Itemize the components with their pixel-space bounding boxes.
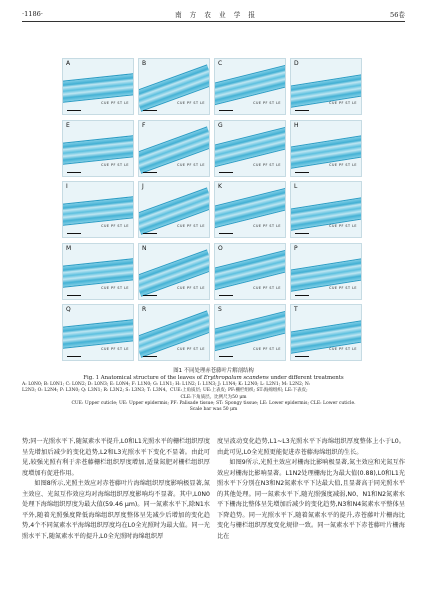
micrograph-panel [214, 243, 286, 300]
micrograph-panel [62, 120, 134, 177]
figure-caption [22, 368, 405, 413]
micrograph-panel [290, 243, 362, 300]
left-column [22, 437, 210, 597]
micrograph-panel [214, 181, 286, 238]
scale-bar [143, 295, 157, 296]
paragraph-left-1: 势;同一光照水平下,随氮素水平提升,L0和L1光照水平的栅栏组织厚度呈先增加后减少的变化趋势,L2和L3光照水平下变化不显著。由此可见,较强光照有利于赤苍藤栅栏组织厚度增加,适量氮肥对栅栏组织厚度增加有促进作用。 [22, 438, 210, 477]
caption-treatments-line-1: A: L0N0; B: L0N1; C: L0N2; D: L0N3; E: L0N4; F: L1N0; G: L1N1; H: L1N2; I: L1N3; J: L1N4; K: L2N0; L: L2N1; M: L2N2; N: [22, 382, 311, 388]
scale-bar [67, 356, 81, 357]
panel-letter: O [218, 244, 223, 252]
paragraph-right-2: 如图9所示,光照主效应对栅海比影响极显著,氮主效应和光氮互作效应对栅海比影响显著。L1N2处理栅海比为最大值(0.88),L0和L1光照水平下分别在N3和N2氮素水平下达最大值,且显著高于同光照水平的其他处理。同一氮素水平下,随光照强度减弱,N0、N1和N2氮素水平下栅海比整体呈先增加后减少的变化趋势,N3和N4氮素水平整体呈下降趋势。同一光照水平下,随着氮素水平的提升,赤苍藤叶片栅海比变化与栅栏组织厚度变化规律一致。同一氮素水平下赤苍藤叶片栅海比在 [217, 459, 405, 540]
panel-letter: H [294, 121, 299, 129]
caption-scale-bar: Scale bar was 50 μm [189, 407, 238, 412]
scale-bar [67, 110, 81, 111]
caption-title-en-species: Erythropalum scandens [203, 375, 269, 382]
body-text [22, 437, 405, 597]
micrograph-panel [214, 120, 286, 177]
panel-tissue-labels: CUE PF ST LE [177, 347, 205, 351]
paragraph-right-1: 度呈波动变化趋势,L1~L3光照水平下海绵组织厚度整体上小于L0。由此可见,L0全光照更能促进赤苍藤海绵组织的生长。 [217, 438, 405, 456]
leaf-section-image [214, 65, 286, 105]
panel-tissue-labels: CUE PF ST LE [177, 224, 205, 228]
caption-title-en-suffix: under different treatments [268, 375, 344, 382]
panel-letter: D [294, 60, 299, 67]
micrograph-panel [290, 120, 362, 177]
panel-tissue-labels: CUE PF ST LE [177, 285, 205, 290]
panel-letter: Q [66, 306, 71, 313]
micrograph-panel [138, 58, 210, 115]
scale-bar [67, 295, 81, 296]
scale-bar [295, 295, 309, 296]
panel-tissue-labels: CUE PF ST LE [101, 347, 129, 351]
scale-bar [295, 233, 309, 234]
panel-tissue-labels: CUE PF ST LE [329, 224, 357, 228]
micrograph-panel [138, 120, 210, 177]
leaf-section-image [62, 319, 134, 349]
leaf-section-image [62, 135, 134, 165]
panel-letter: T [294, 306, 298, 313]
scale-bar [143, 233, 157, 234]
panel-tissue-labels: CUE PF ST LE [101, 224, 129, 228]
panel-tissue-labels: CUE PF ST LE [101, 285, 129, 290]
caption-title-en-prefix: Fig. 1 Anatomical structure of the leaves of [83, 375, 204, 382]
scale-bar [295, 172, 309, 173]
micrograph-panel [62, 243, 134, 300]
journal-name: 南 方 农 业 学 报 [174, 11, 259, 19]
panel-tissue-labels: CUE PF ST LE [253, 347, 281, 351]
panel-tissue-labels: CUE PF ST LE [177, 162, 205, 167]
panel-letter: J [142, 183, 144, 190]
leaf-section-image [62, 258, 134, 288]
micrograph-panel [62, 58, 134, 115]
scale-bar [219, 110, 233, 111]
right-column [217, 437, 405, 597]
panel-tissue-labels: CUE PF ST LE [329, 101, 357, 105]
panel-letter: L [294, 183, 298, 190]
running-header [22, 7, 405, 22]
micrograph-panel [138, 304, 210, 361]
page-number: ·1186· [22, 10, 43, 18]
scale-bar [219, 172, 233, 173]
panel-tissue-labels: CUE PF ST LE [101, 101, 129, 105]
panel-letter: C [218, 60, 223, 67]
scale-bar [219, 295, 233, 296]
caption-zh-abbreviations-end: CLE:下角质层。比例尺为50 μm [180, 394, 247, 400]
micrograph-panel [290, 304, 362, 361]
scale-bar [143, 110, 157, 111]
panel-tissue-labels: CUE PF ST LE [253, 162, 281, 167]
micrograph-panel [290, 58, 362, 115]
scale-bar [67, 233, 81, 234]
scale-bar [295, 356, 309, 357]
panel-tissue-labels: CUE PF ST LE [101, 162, 129, 167]
panel-letter: N [142, 244, 147, 252]
volume-number: 56卷 [390, 11, 405, 19]
panel-letter: R [142, 306, 147, 313]
leaf-section-image [62, 73, 134, 103]
panel-tissue-labels: CUE PF ST LE [329, 285, 357, 290]
leaf-section-image [214, 250, 286, 290]
panel-letter: S [218, 306, 222, 313]
leaf-section-image [214, 127, 286, 167]
panel-letter: K [218, 183, 222, 190]
panel-letter: F [142, 121, 146, 129]
paragraph-left-2: 如图8所示,光照主效应对赤苍藤叶片海绵组织厚度影响极显著,氮主效应、光氮互作效应均对海绵组织厚度影响均不显著。其中,L0N0处理下海绵组织厚度为最大值(59.46 μm)。同一氮素水平下,除N1水平外,随着光照强度降低海绵组织厚度整体呈先减少后增加的变化趋势,4个不同氮素水平海绵组织厚度均在L0全光照时为最大值。同一光照水平下,随氮素水平的提升,L0全光照时海绵组织厚 [22, 480, 210, 540]
scale-bar [219, 356, 233, 357]
panel-tissue-labels: CUE PF ST LE [329, 162, 357, 167]
leaf-section-image [214, 311, 286, 351]
caption-en-abbreviations: CUE: Upper cuticle; UE: Upper epidermis; PF: Palisade tissue; ST: Spongy tissue; LE: Lower epidermis; CLE: Lower cuticle. [71, 400, 356, 406]
caption-title-zh: 图1 不同处理赤苍藤叶片解剖结构 [173, 368, 254, 374]
scale-bar [219, 233, 233, 234]
panel-letter: I [66, 183, 68, 190]
panel-letter: G [218, 121, 223, 129]
scale-bar [143, 356, 157, 357]
scale-bar [143, 172, 157, 173]
panel-tissue-labels: CUE PF ST LE [177, 101, 205, 105]
micrograph-panel [290, 181, 362, 238]
scale-bar [67, 172, 81, 173]
micrograph-panel [62, 181, 134, 238]
micrograph-panel [138, 243, 210, 300]
panel-letter: P [294, 244, 298, 252]
micrograph-panel [214, 58, 286, 115]
scale-bar [295, 110, 309, 111]
panel-tissue-labels: CUE PF ST LE [253, 285, 281, 290]
panel-letter: M [66, 244, 72, 252]
figure-micrograph-grid [62, 58, 362, 361]
panel-tissue-labels: CUE PF ST LE [253, 224, 281, 228]
leaf-section-image [62, 196, 134, 226]
caption-treatments-line-2: L2N3; O: L2N4; P: L3N0; Q: L3N1; R: L3N2; S: L3N3; T: L3N4。CUE:上角质层; UE:上表皮; PF:栅栏组织; ST:海绵组织; LE:下表皮; [22, 388, 308, 394]
leaf-section-image [214, 188, 286, 228]
panel-letter: E [66, 121, 70, 129]
panel-tissue-labels: CUE PF ST LE [329, 347, 357, 351]
panel-letter: B [142, 60, 147, 67]
panel-tissue-labels: CUE PF ST LE [253, 101, 281, 105]
panel-letter: A [66, 60, 71, 67]
micrograph-panel [62, 304, 134, 361]
micrograph-panel [214, 304, 286, 361]
micrograph-panel [138, 181, 210, 238]
